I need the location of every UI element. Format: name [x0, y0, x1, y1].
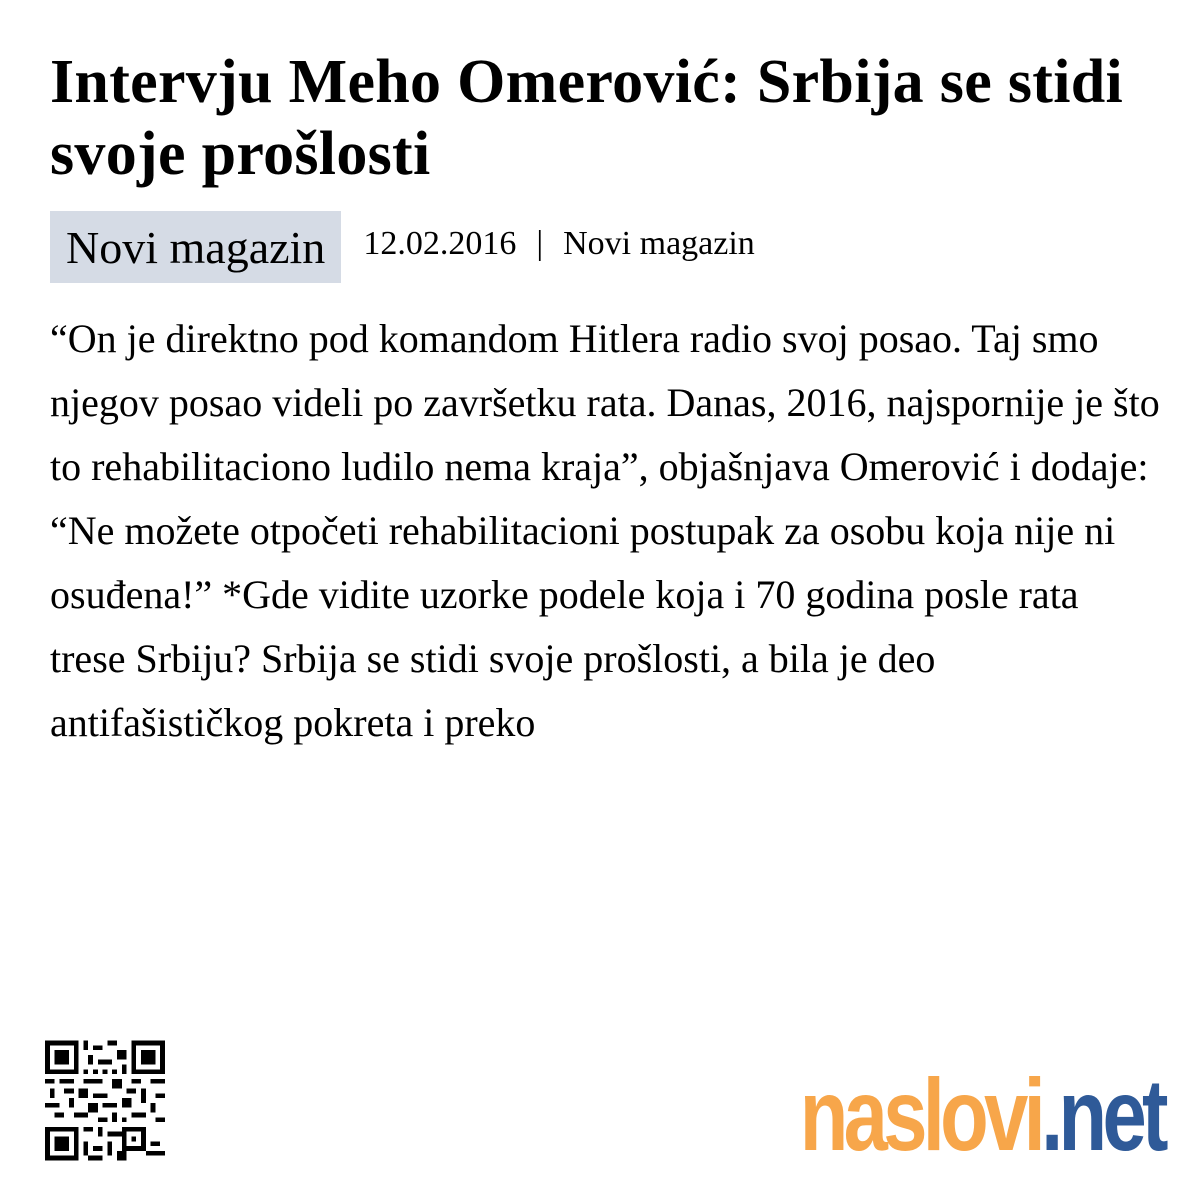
source-badge[interactable]: Novi magazin: [50, 211, 341, 283]
article-meta: [50, 211, 755, 283]
article-body: “On je direktno pod komandom Hitlera radio svoj posao. Taj smo njegov posao videli po završetku rata. Danas, 2016, najspornije je što to rehabilitaciono ludilo nema kraja”, objašnjava Omerović i dodaje: “Ne možete otpočeti rehabilitacioni postupak za osobu koja nije ni osuđena!” *Gde vidite uzorke podele koja i 70 godina posle rata trese Srbiju? Srbija se stidi svoje prošlosti, a bila je deo antifašističkog pokreta i preko: [50, 316, 1160, 745]
article-title: Intervju Meho Omerović: Srbija se stidi svoje prošlosti: [50, 48, 1124, 188]
article-source[interactable]: Novi magazin: [563, 225, 755, 262]
logo-part-net: .net: [1041, 1058, 1164, 1172]
article-date: 12.02.2016: [363, 225, 517, 262]
meta-line: [363, 225, 754, 263]
meta-separator: |: [536, 225, 544, 262]
naslovi-net-logo[interactable]: [800, 1060, 1164, 1170]
qr-code-icon: [45, 1037, 165, 1164]
logo-part-naslovi: naslovi: [799, 1058, 1042, 1172]
